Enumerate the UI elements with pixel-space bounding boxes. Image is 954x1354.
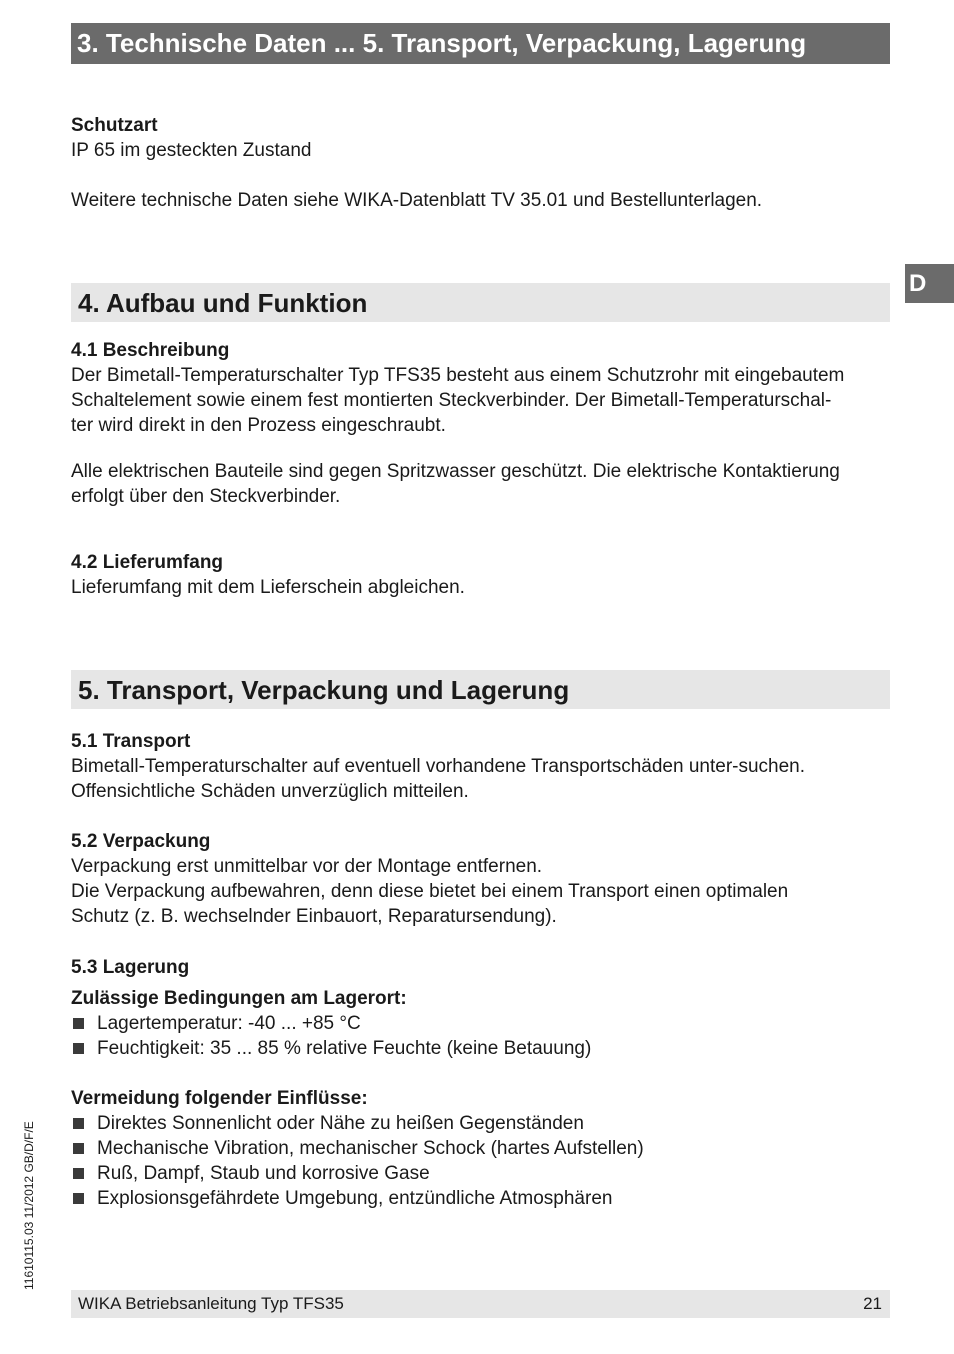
- document-code: 11610115.03 11/2012 GB/D/F/E: [22, 1121, 36, 1290]
- language-tab: D: [905, 264, 954, 303]
- text-line: Die Verpackung aufbewahren, denn diese bietet bei einem Transport einen optimalen: [71, 881, 789, 902]
- avoid-influences-heading: Vermeidung folgender Einflüsse:: [71, 1088, 368, 1109]
- section-4-1-paragraph-1: [71, 363, 844, 438]
- list-item: Feuchtigkeit: 35 ... 85 % relative Feuchte (keine Betauung): [71, 1036, 591, 1061]
- text-line: Der Bimetall-Temperaturschalter Typ TFS35 besteht aus einem Schutzrohr mit eingebautem: [71, 365, 845, 386]
- schutzart-text: IP 65 im gesteckten Zustand: [71, 140, 312, 161]
- list-item: Direktes Sonnenlicht oder Nähe zu heißen Gegenständen: [71, 1111, 644, 1136]
- section-4-title: 4. Aufbau und Funktion: [71, 283, 890, 322]
- section-4-1-paragraph-2: [71, 459, 840, 509]
- section-4-2-heading: 4.2 Lieferumfang: [71, 552, 224, 573]
- list-item: Ruß, Dampf, Staub und korrosive Gase: [71, 1161, 644, 1186]
- text-line: erfolgt über den Steckverbinder.: [71, 486, 341, 507]
- text-line: Offensichtliche Schäden unverzüglich mitteilen.: [71, 781, 469, 802]
- section-5-2-heading: 5.2 Verpackung: [71, 831, 211, 852]
- section-5-2-text: [71, 854, 788, 929]
- technical-data-note: Weitere technische Daten siehe WIKA-Datenblatt TV 35.01 und Bestellunterlagen.: [71, 190, 763, 211]
- section-5-3-heading: 5.3 Lagerung: [71, 957, 190, 978]
- section-5-1-text: [71, 754, 805, 804]
- section-4-2-text: Lieferumfang mit dem Lieferschein abgleichen.: [71, 577, 465, 598]
- page-number: 21: [863, 1294, 882, 1313]
- text-line: Verpackung erst unmittelbar vor der Montage entfernen.: [71, 856, 543, 877]
- page-header-title: 3. Technische Daten ... 5. Transport, Verpackung, Lagerung: [71, 23, 890, 64]
- storage-conditions-list: [71, 1011, 591, 1061]
- schutzart-heading: Schutzart: [71, 115, 158, 136]
- storage-conditions-heading: Zulässige Bedingungen am Lagerort:: [71, 988, 407, 1009]
- page-footer: [71, 1290, 890, 1318]
- section-4-1-heading: 4.1 Beschreibung: [71, 340, 230, 361]
- text-line: ter wird direkt in den Prozess eingeschraubt.: [71, 415, 446, 436]
- text-line: Bimetall-Temperaturschalter auf eventuell vorhandene Transportschäden unter-suchen.: [71, 756, 806, 777]
- list-item: Lagertemperatur: -40 ... +85 °C: [71, 1011, 591, 1036]
- text-line: Alle elektrischen Bauteile sind gegen Spritzwasser geschützt. Die elektrische Kontaktierung: [71, 461, 840, 482]
- list-item: Mechanische Vibration, mechanischer Schock (hartes Aufstellen): [71, 1136, 644, 1161]
- text-line: Schaltelement sowie einem fest montierten Steckverbinder. Der Bimetall-Temperaturschal-: [71, 390, 832, 411]
- section-5-1-heading: 5.1 Transport: [71, 731, 191, 752]
- avoid-influences-list: [71, 1111, 644, 1211]
- text-line: Schutz (z. B. wechselnder Einbauort, Reparatursendung).: [71, 906, 557, 927]
- footer-title: WIKA Betriebsanleitung Typ TFS35: [78, 1294, 344, 1313]
- list-item: Explosionsgefährdete Umgebung, entzündliche Atmosphären: [71, 1186, 644, 1211]
- section-5-title: 5. Transport, Verpackung und Lagerung: [71, 670, 890, 709]
